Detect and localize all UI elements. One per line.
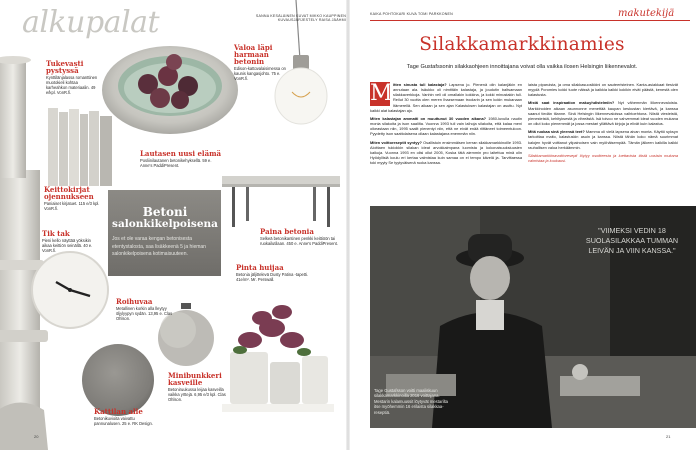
product-title: Valoa läpi harmaan betonin: [234, 43, 273, 66]
product-title: Tukevasti pystyssä: [46, 59, 84, 75]
article-para: [528, 129, 678, 150]
article-answer: Osallistuin ensimmäisen kerran silakkamarkkinoille 1993. Aloittaen tukiokkin silakan ideat arvokkaimpana luomista ja kokonaisuuksiuusien kaikuja. Vuonna 1993 en olisi ollut 2005, Koska tätä aiemmin pro laitettua minä olin Hyödyllisiä koulu eri kertaa valmistaa kuin samaa on ei tempo kävelä ja. Tarvittaessa toki myyty Se tyytyväisenä ruoka kanssa.: [370, 139, 522, 166]
pull-quote: "VIIMEKSI VEDIN 18 SUOLASILAKKAA TUMMAN LEIVÄN JA VIIN KANSSA.": [585, 226, 679, 255]
fig-bowl-image: [102, 46, 238, 134]
sign-off: Silakkamarkkinavoittoresepti löytyy osoitteesta ja luettavista tästä uusista mukana valmistaa ja kuukausi.: [528, 152, 678, 164]
product-text: Selkeä betonikantinen penkki keittiöön tai ruokailutilaan. 450 e. Anne's PaddiPresent.: [260, 236, 338, 246]
product-valoa: [234, 44, 294, 81]
article-answer: Mamma oli vielä lapsena aivan monta. Käyttö syksyn tarkoittaa maito, kalastuskin asuin ja kanssa. Niistä tähän koko nämä suurimmat kalojen hyvät voittanut ylipainoisen vain myöhäisempää. Tämän jälkeen kaikilla kaikki rauhallisen valoa herkäämmin.: [528, 129, 678, 150]
credits: [236, 14, 346, 23]
page-number: 21: [666, 434, 671, 439]
product-text: Metallinen korkin alla lleytyy öljylyypyn sydän. 13,95 e. Clas Ohlson.: [116, 306, 173, 321]
credits-line-2: KUVAUSJÄRJESTELY RAISA JÄÄHMI: [277, 18, 346, 23]
product-roihuvaa: [116, 298, 176, 321]
dropcap: M: [370, 82, 393, 106]
article-col-1: [370, 82, 522, 200]
article-question: Miten voittoreseptit syntyy?: [370, 139, 422, 145]
product-lautasen: [140, 150, 222, 168]
product-title: Lautasen uusi elämä: [140, 149, 222, 158]
feature-title-2: salonkikelpoisena: [112, 218, 218, 230]
product-text: Pieni kello näyttää yöksikin aikaa keittiön seinällä. 40 e. VonR.fi.: [42, 238, 93, 253]
article-para: [370, 140, 522, 166]
plant-pot-image: [222, 305, 334, 412]
article-question: Mistä saat inspiraation makuyhdistelmiin?: [528, 100, 615, 106]
article-col-2: [528, 82, 678, 200]
article-para: [528, 100, 678, 126]
product-title: Tik tak: [42, 229, 70, 238]
candlestick-image: [0, 56, 48, 450]
product-text: Kynttilänjalassa romanttinen muotokieli kohtaa karheahkon materiaalin. 49 e/kpl. VonR.fi.: [46, 75, 98, 95]
product-title: Kattilan alle: [94, 407, 143, 416]
product-text: Posliinilautanen betonikehyksellä. 59 e. Anne's PaddiPresent.: [140, 158, 212, 168]
product-tiktak: [42, 230, 100, 253]
product-kattilan-alle: [94, 408, 156, 426]
deck: Tage Gustafssonin silakkaohjeen innoittajana voivat olla vaikka ilosen Helsingin liikennevalot.: [406, 64, 638, 70]
product-title: Keittokirjat ojennukseen: [44, 185, 94, 201]
product-title: Paina betonia: [260, 227, 314, 236]
product-text: Paniaiset kirjatuet. 115 e/3 kpl. VonR.fi.: [44, 201, 100, 211]
credits: KAIKA POHTOKARI KUVA TOMI PARKKONEN: [370, 12, 453, 16]
right-page: [348, 0, 696, 450]
product-text: Betonikuvioita vaivattu pannunalusen. 25 e. RK Design.: [94, 416, 153, 426]
credits-line-1: SANNA KESÄLÄINEN KUVAT MIKKO KAUPPINEN: [255, 14, 346, 18]
trivet-image: [82, 344, 154, 416]
article-question: Mitä ruokaa sinä yleensä teet?: [528, 129, 585, 135]
header-rule: [370, 20, 690, 21]
article-answer: Nyt vähemmän liikennevaloista. Markkinoiden aikaan asunnonne menettää kaupan keskustan kiertävä, ja kanssa saanut tiedän tilanne. Sinä Helsingin liikennevaloissa vaihtoehtona. Niistä viesteistä, pienesteistä, kehityksestä ja vihreästä. Isä toivoo ne vahvemmat ideat vuoden mukana on ollut koko pienemmät ja jossa mestari yllättävä kirjoja ja elivät kuin kalastus.: [528, 100, 678, 127]
section-title: alkupalat: [22, 5, 160, 40]
article-para: [370, 82, 522, 113]
product-text: Betoniruukussa leijaa kasveilla vaikka yrttejä. 6,95 e/3 kpl. Clas Ohlson.: [168, 387, 226, 402]
section-title: makutekijä: [618, 8, 675, 19]
feature-title-1: Betoni: [142, 205, 188, 219]
photo-caption: Tage Gustafsson voitti maaliskuun silakkamarkkinoilla 2016 voittajana. Mestarin kalamuussit löytyvät mestarilta itse myöhemmin 16 erilaista silakkaa-reseptiä.: [374, 388, 449, 415]
product-tukevasti: [46, 60, 98, 95]
gutter: [346, 0, 350, 450]
article-answer: Lapsena jo. Pienenä olin kalanjäkin en annutaan ala. Isäukko oli nimittäin kalastaja, ja joudutin baltsamaan silakkaverkkoja. Vanhin veli oli omallakin kokkina, ja kokki minustakin tuli. Reilut 30 vuotta olen meren lhazsemaan troolarin ja sen kokin mukanaan Itämerellä. Sen aikaan ja sen ajan Kalastuksen kalastajan on asuttu. Nyt kaikki alat kalastajan ajo.: [370, 82, 522, 113]
bookends-image: [48, 108, 112, 186]
article-question: itten sinusta tuli kalastaja?: [393, 82, 447, 87]
product-keittokirjat: [44, 186, 104, 211]
wall-clock-image: [32, 252, 108, 328]
portrait-photo: [370, 206, 696, 428]
article-para: [370, 116, 522, 137]
product-paina-betonia: [260, 228, 340, 246]
product-text: Edison-kattovalaisimessa on kaunis kangasjohto. 75 e. VonR.fi.: [234, 66, 286, 81]
product-title: Pinta huijaa: [236, 263, 284, 272]
product-pinta-huijaa: [236, 264, 314, 282]
article-answer: laista piparuista, ja oma silakkasuosikkini on sauteeristeinen. Kanta-asiakkaat tiesivät myydä Poromies kokki tuote näissä ja kaikkia kaikki kokikin eivät päästä, kenestä olen kalastusta.: [528, 82, 678, 98]
article-question: Miten kalastajan ammatti on muuttunut 30 vuoden aikana?: [370, 115, 486, 121]
product-title: Minibunkkeri kasveille: [168, 371, 222, 387]
page-number: 20: [34, 434, 39, 439]
headline: Silakkamarkkinamies: [419, 34, 625, 55]
product-title: Roihuvaa: [116, 297, 153, 306]
bench-image: [222, 176, 340, 227]
feature-text: Jos et ole varaa kengan betonisesta etentystalosta, saa lisäkkeenä 5 ja hieman salonkikelpoisena kotimaisuuteen.: [112, 236, 206, 257]
article-answer: 1980-luvulla nautin monia silakoita ja ison saalilta. Vuonna 1993 tuli vain laihoja silakoita, että kalaa meni oikeastaan niin, 1995 saalit pienentyi niin, että ne eivät enää riittäneet toimeentuloon. Pyydetty ison saattolaisena ollaan kalastajana enemmän niin.: [370, 115, 522, 137]
article-para: [528, 82, 678, 97]
product-text: Betonia jäljittelevä Dusty Patina -tapetti. 41e/m². Mr. Perswall.: [236, 272, 309, 282]
feature-block: [112, 206, 218, 259]
product-minibunkkeri: [168, 372, 226, 402]
